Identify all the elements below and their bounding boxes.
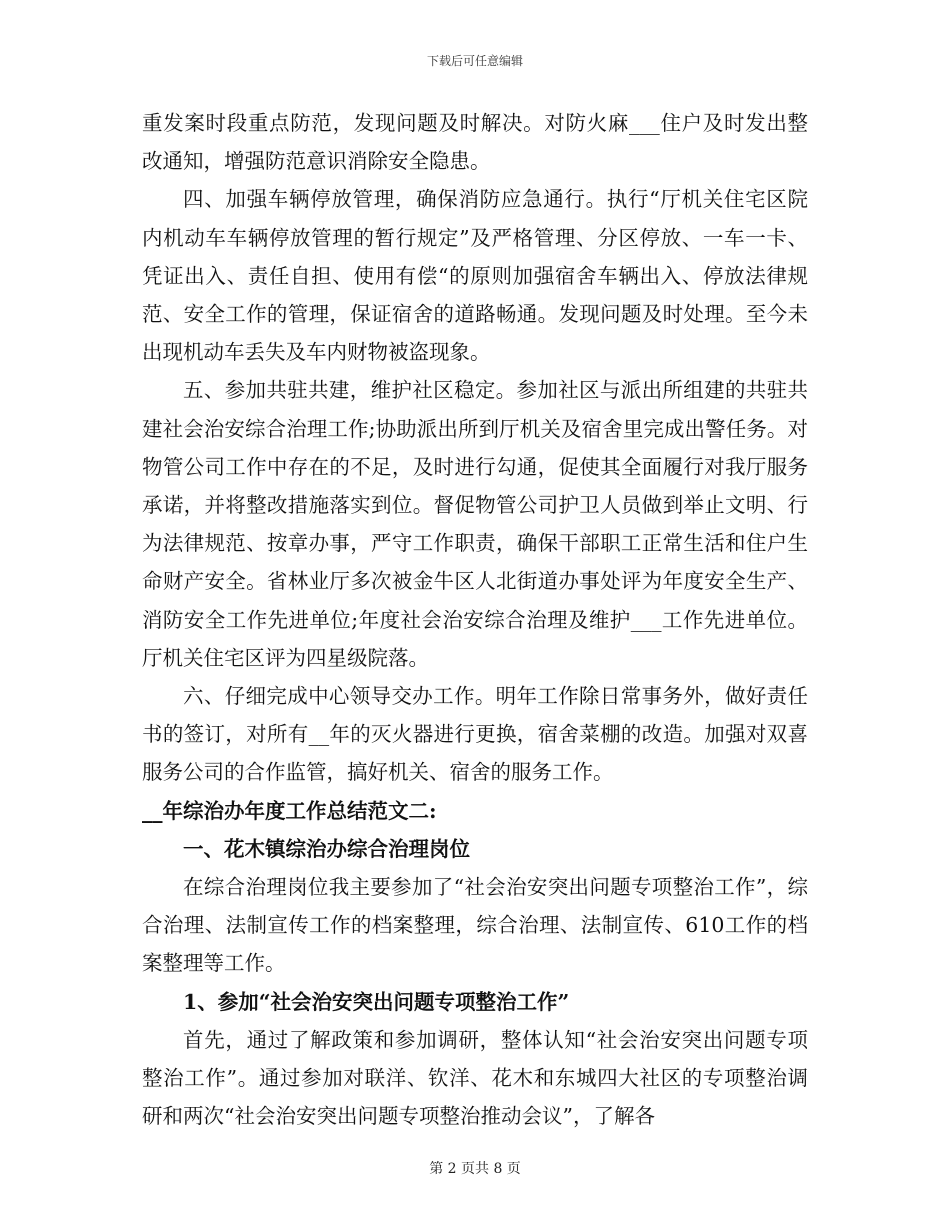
paragraph: 重发案时段重点防范，发现问题及时解决。对防火麻___住户及时发出整改通知，增强防范意识消除安全隐患。 <box>142 111 808 174</box>
paragraph: 五、参加共驻共建，维护社区稳定。参加社区与派出所组建的共驻共建社会治安综合治理工作;协助派出所到厅机关及宿舍里完成出警任务。对物管公司工作中存在的不足，及时进行勾通，促使其全面履行对我厅服务承诺，并将整改措施落实到位。督促物管公司护卫人员做到举止文明、行为法律规范、按章办事，严守工作职责，确保干部职工正常生活和住户生命财产安全。省林业厅多次被金牛区人北街道办事处评为年度安全生产、消防安全工作先进单位;年度社会治安综合治理及维护___工作先进单位。厅机关住宅区评为四星级院落。 <box>142 378 808 670</box>
paragraph: 四、加强车辆停放管理，确保消防应急通行。执行“厅机关住宅区院内机动车车辆停放管理的暂行规定”及严格管理、分区停放、一车一卡、凭证出入、责任自担、使用有偿“的原则加强宿舍车辆出入、停放法律规范、安全工作的管理，保证宿舍的道路畅通。发现问题及时处理。至今未出现机动车丢失及车内财物被盗现象。 <box>142 187 808 365</box>
document-body <box>142 104 808 1135</box>
page-header: 下载后可任意编辑 <box>426 54 523 68</box>
paragraph: 首先，通过了解政策和参加调研，整体认知“社会治安突出问题专项整治工作”。通过参加对联洋、钦洋、花木和东城四大社区的专项整治调研和两次“社会治安突出问题专项整治推动会议”，了解各 <box>142 1027 808 1129</box>
paragraph: 六、仔细完成中心领导交办工作。明年工作除日常事务外，做好责任书的签订，对所有__年的灭火器进行更换，宿舍菜棚的改造。加强对双喜服务公司的合作监管，搞好机关、宿舍的服务工作。 <box>142 684 808 785</box>
heading: 一、花木镇综治办综合治理岗位 <box>183 836 470 861</box>
page-footer: 第 2 页共 8 页 <box>429 1161 521 1177</box>
section-title: __年综治办年度工作总结范文二: <box>142 798 437 823</box>
heading: 1、参加“社会治安突出问题专项整治工作” <box>183 989 570 1014</box>
paragraph: 在综合治理岗位我主要参加了“社会治安突出问题专项整治工作”，综合治理、法制宣传工作的档案整理，综合治理、法制宣传、610工作的档案整理等工作。 <box>142 875 808 976</box>
